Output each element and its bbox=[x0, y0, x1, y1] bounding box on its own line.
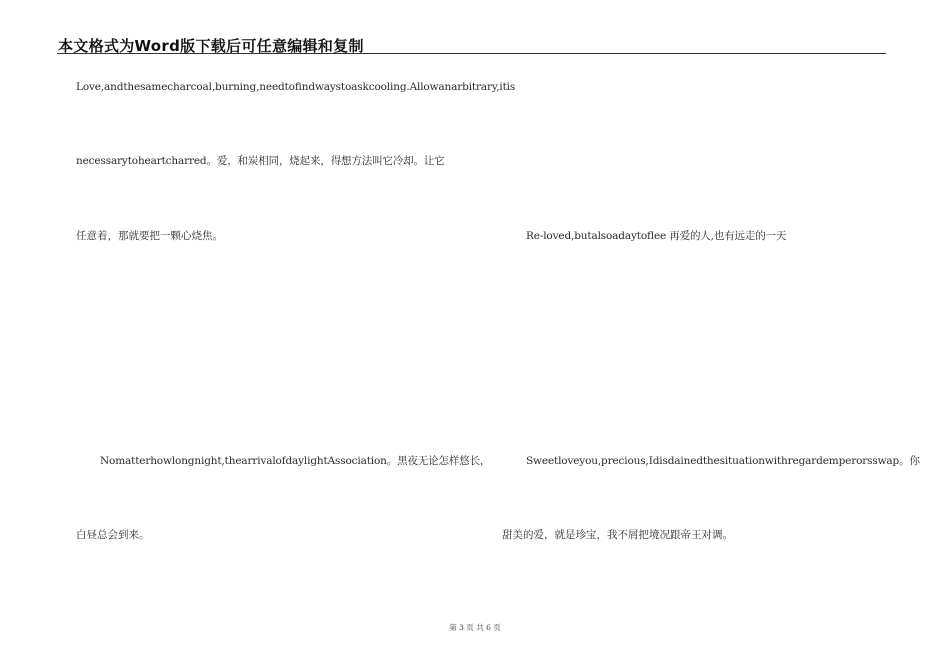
left-paragraph-line-5: 白昼总会到来。 bbox=[76, 529, 150, 541]
right-paragraph-line-2: Sweetloveyou,precious,Idisdainedthesituationwithregardemperorsswap。你 bbox=[526, 455, 920, 467]
header-divider bbox=[57, 53, 886, 54]
left-paragraph-line-1: Love,andthesamecharcoal,burning,needtofindwaystoaskcooling.Allowanarbitrary,itis bbox=[76, 81, 516, 93]
left-paragraph-line-3: 任意着，那就要把一颗心烧焦。 bbox=[76, 230, 223, 242]
page-number-footer: 第 3 页 共 6 页 bbox=[449, 623, 501, 632]
right-paragraph-line-1: Re-loved,butalsoadaytoflee 再爱的人,也有远走的一天 bbox=[526, 230, 787, 242]
left-paragraph-line-2: necessarytoheartcharred。爱，和炭相同，烧起来，得想方法叫它冷却。让它 bbox=[76, 155, 445, 167]
right-paragraph-line-3: 甜美的爱，就是珍宝，我不屑把境况跟帝王对调。 bbox=[502, 529, 733, 541]
left-paragraph-line-4: Nomatterhowlongnight,thearrivalofdaylightAssociation。黑夜无论怎样悠长， bbox=[100, 455, 491, 467]
document-header-title: 本文格式为Word版下载后可任意编辑和复制 bbox=[58, 37, 364, 55]
